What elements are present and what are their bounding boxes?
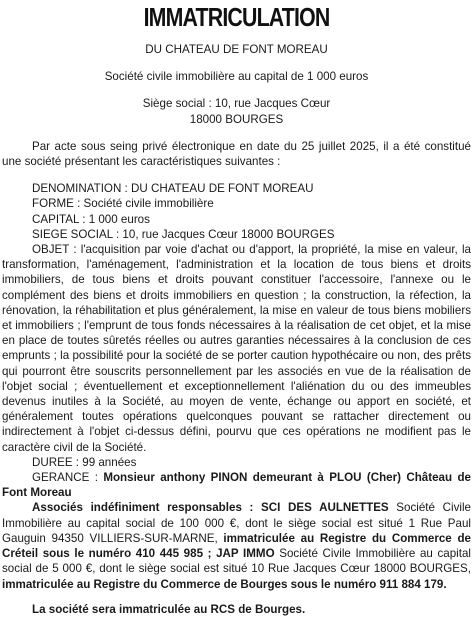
gerance-label: GERANCE :	[32, 471, 104, 485]
field-siege: SIEGE SOCIAL : 10, rue Jacques Cœur 18000 BOURGES	[32, 227, 335, 241]
associes-paragraph	[2, 500, 471, 591]
intro-paragraph: Par acte sous seing privé électronique en date du 25 juillet 2025, il a été constitué une société présentant les caractéristiques suivantes :	[2, 139, 471, 169]
field-duree: DUREE : 99 années	[32, 455, 137, 469]
field-capital: CAPITAL : 1 000 euros	[32, 212, 150, 226]
field-denomination: DENOMINATION : DU CHATEAU DE FONT MOREAU	[32, 182, 314, 196]
siege-line-2: 18000 BOURGES	[189, 112, 284, 126]
associes-part-3: Société Civile Immobilière au capital social de 5 000 €, dont le siège social est situé 10 Rue Jacques Cœur 18000 BOURGES,	[2, 547, 471, 576]
associes-part-2: immatriculée au Registre du Commerce de Créteil sous le numéro 410 445 985 ; JAP IMMO	[2, 531, 471, 561]
associes-part-4: immatriculée au Registre du Commerce de Bourges sous le numéro 911 884 179.	[2, 577, 447, 591]
field-objet: OBJET : l'acquisition par voie d'achat ou d'apport, la propriété, la mise en valeur, la transformation, l'aménagement, l'administration et la location de tous biens et droits immobiliers, de tous biens et droits pouvant constituer l'accessoire, l'annexe ou le complément des biens et droits immobiliers en question ; la construction, la réfection, la rénovation, la réhabilitation et plus généralement, la mise en valeur de tous biens mobiliers et immobiliers ; l'emprunt de tous fonds nécessaires à la réalisation de cet objet, et la mise en place de toutes sûretés réelles ou autres garanties nécessaires à la conclusion de ces emprunts ; la possibilité pour la société de se porter caution hypothécaire ou non, des prêts qui pourront être souscrits personnellement par les associés en vue de la réalisation de l'objet social ; éventuellement et exceptionnellement l'aliénation du ou des immeubles devenus inutiles à la Société, au moyen de vente, échange ou apport en société, et généralement toutes opérations quelconques pouvant se rattacher directement ou indirectement à l'objet ci-dessus défini, pourvu que ces opérations ne modifient pas le caractère civil de la Société.	[2, 243, 471, 454]
field-gerance	[2, 470, 471, 500]
associes-label: Associés indéfiniment responsables : SCI DES AULNETTES	[32, 501, 389, 515]
company-type-capital: Société civile immobilière au capital de 1 000 euros	[104, 70, 369, 84]
siege-line-1: Siège social : 10, rue Jacques Cœur	[142, 97, 331, 111]
notice-title: IMMATRICULATION	[143, 2, 330, 32]
associes-part-1: Société Civile Immobilière au capital social de 100 000 €, dont le siège social est situé 1 Rue Paul Gauguin 94350 VILLIERS-SUR-MARNE,	[2, 501, 471, 545]
company-name: DU CHATEAU DE FONT MOREAU	[145, 43, 328, 56]
field-forme: FORME : Société civile immobilière	[32, 197, 214, 211]
gerance-value: Monsieur anthony PINON demeurant à PLOU (Cher) Château de Font Moreau	[2, 471, 471, 500]
closing-text: La société sera immatriculée au RCS de Bourges.	[32, 602, 306, 616]
